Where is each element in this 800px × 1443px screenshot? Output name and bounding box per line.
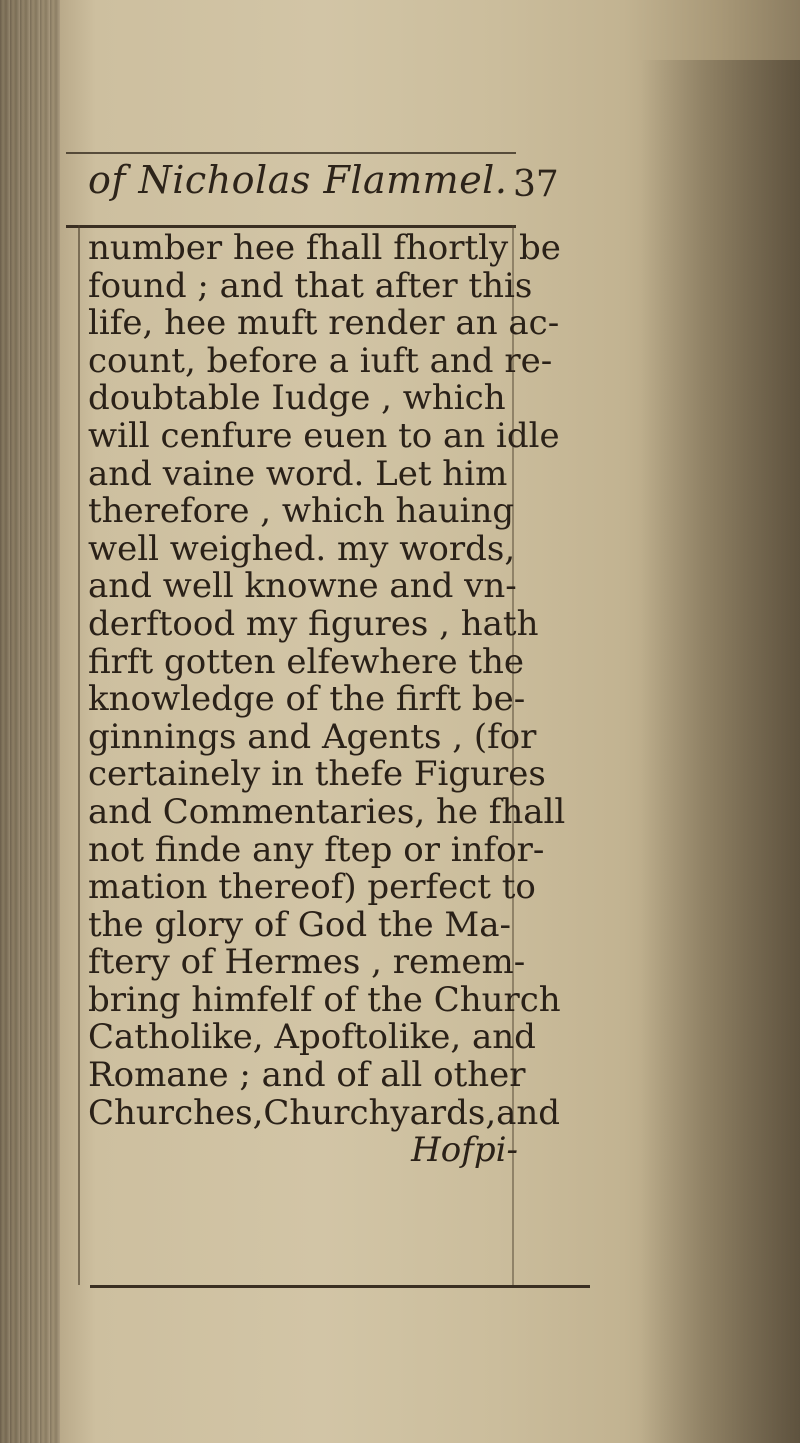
running-title: of Nicholas Flammel. [88,158,508,202]
text-line: found ; and that after this [88,265,533,306]
header-top-rule [66,152,516,154]
text-line: certainely in thefe Figures [88,754,546,795]
text-line: therefore , which hauing [88,491,515,532]
page-number: 37 [513,164,559,205]
text-line: number hee fhall fhortly be [88,228,561,268]
text-line: not finde any ftep or infor- [88,829,545,870]
text-line: the glory of God the Ma- [88,904,511,945]
text-line: and Commentaries, he fhall [88,791,566,832]
text-line: knowledge of the firft be- [88,679,526,720]
text-line: bring himfelf of the Church [88,979,561,1020]
footer-rule [90,1285,590,1288]
text-line: ftery of Hermes , remem- [88,942,526,983]
text-line: ginnings and Agents , (for [88,716,537,757]
binding-shadow [640,60,800,1443]
catchword: Hofpi- [411,1130,518,1171]
text-line: and vaine word. Let him [88,453,508,494]
text-line: and well knowne and vn- [88,566,517,607]
text-line: derftood my figures , hath [88,603,539,644]
text-line: well weighed. my words, [88,528,516,569]
page-header [68,158,568,228]
text-line: count, before a iuft and re- [88,340,553,381]
text-line: life, hee muft render an ac- [88,303,560,344]
text-frame-left [78,225,80,1285]
text-line: doubtable Iudge , which [88,378,506,419]
text-line: will cenfure euen to an idle [88,415,560,456]
text-line: firft gotten elfewhere the [88,641,525,682]
text-line: Churches,Churchyards,and [88,1092,561,1133]
text-line: mation thereof) perfect to [88,867,536,908]
body-text [88,228,566,1171]
text-line: Catholike, Apoftolike, and [88,1017,536,1058]
text-line: Romane ; and of all other [88,1055,526,1096]
page-edges [0,0,60,1443]
